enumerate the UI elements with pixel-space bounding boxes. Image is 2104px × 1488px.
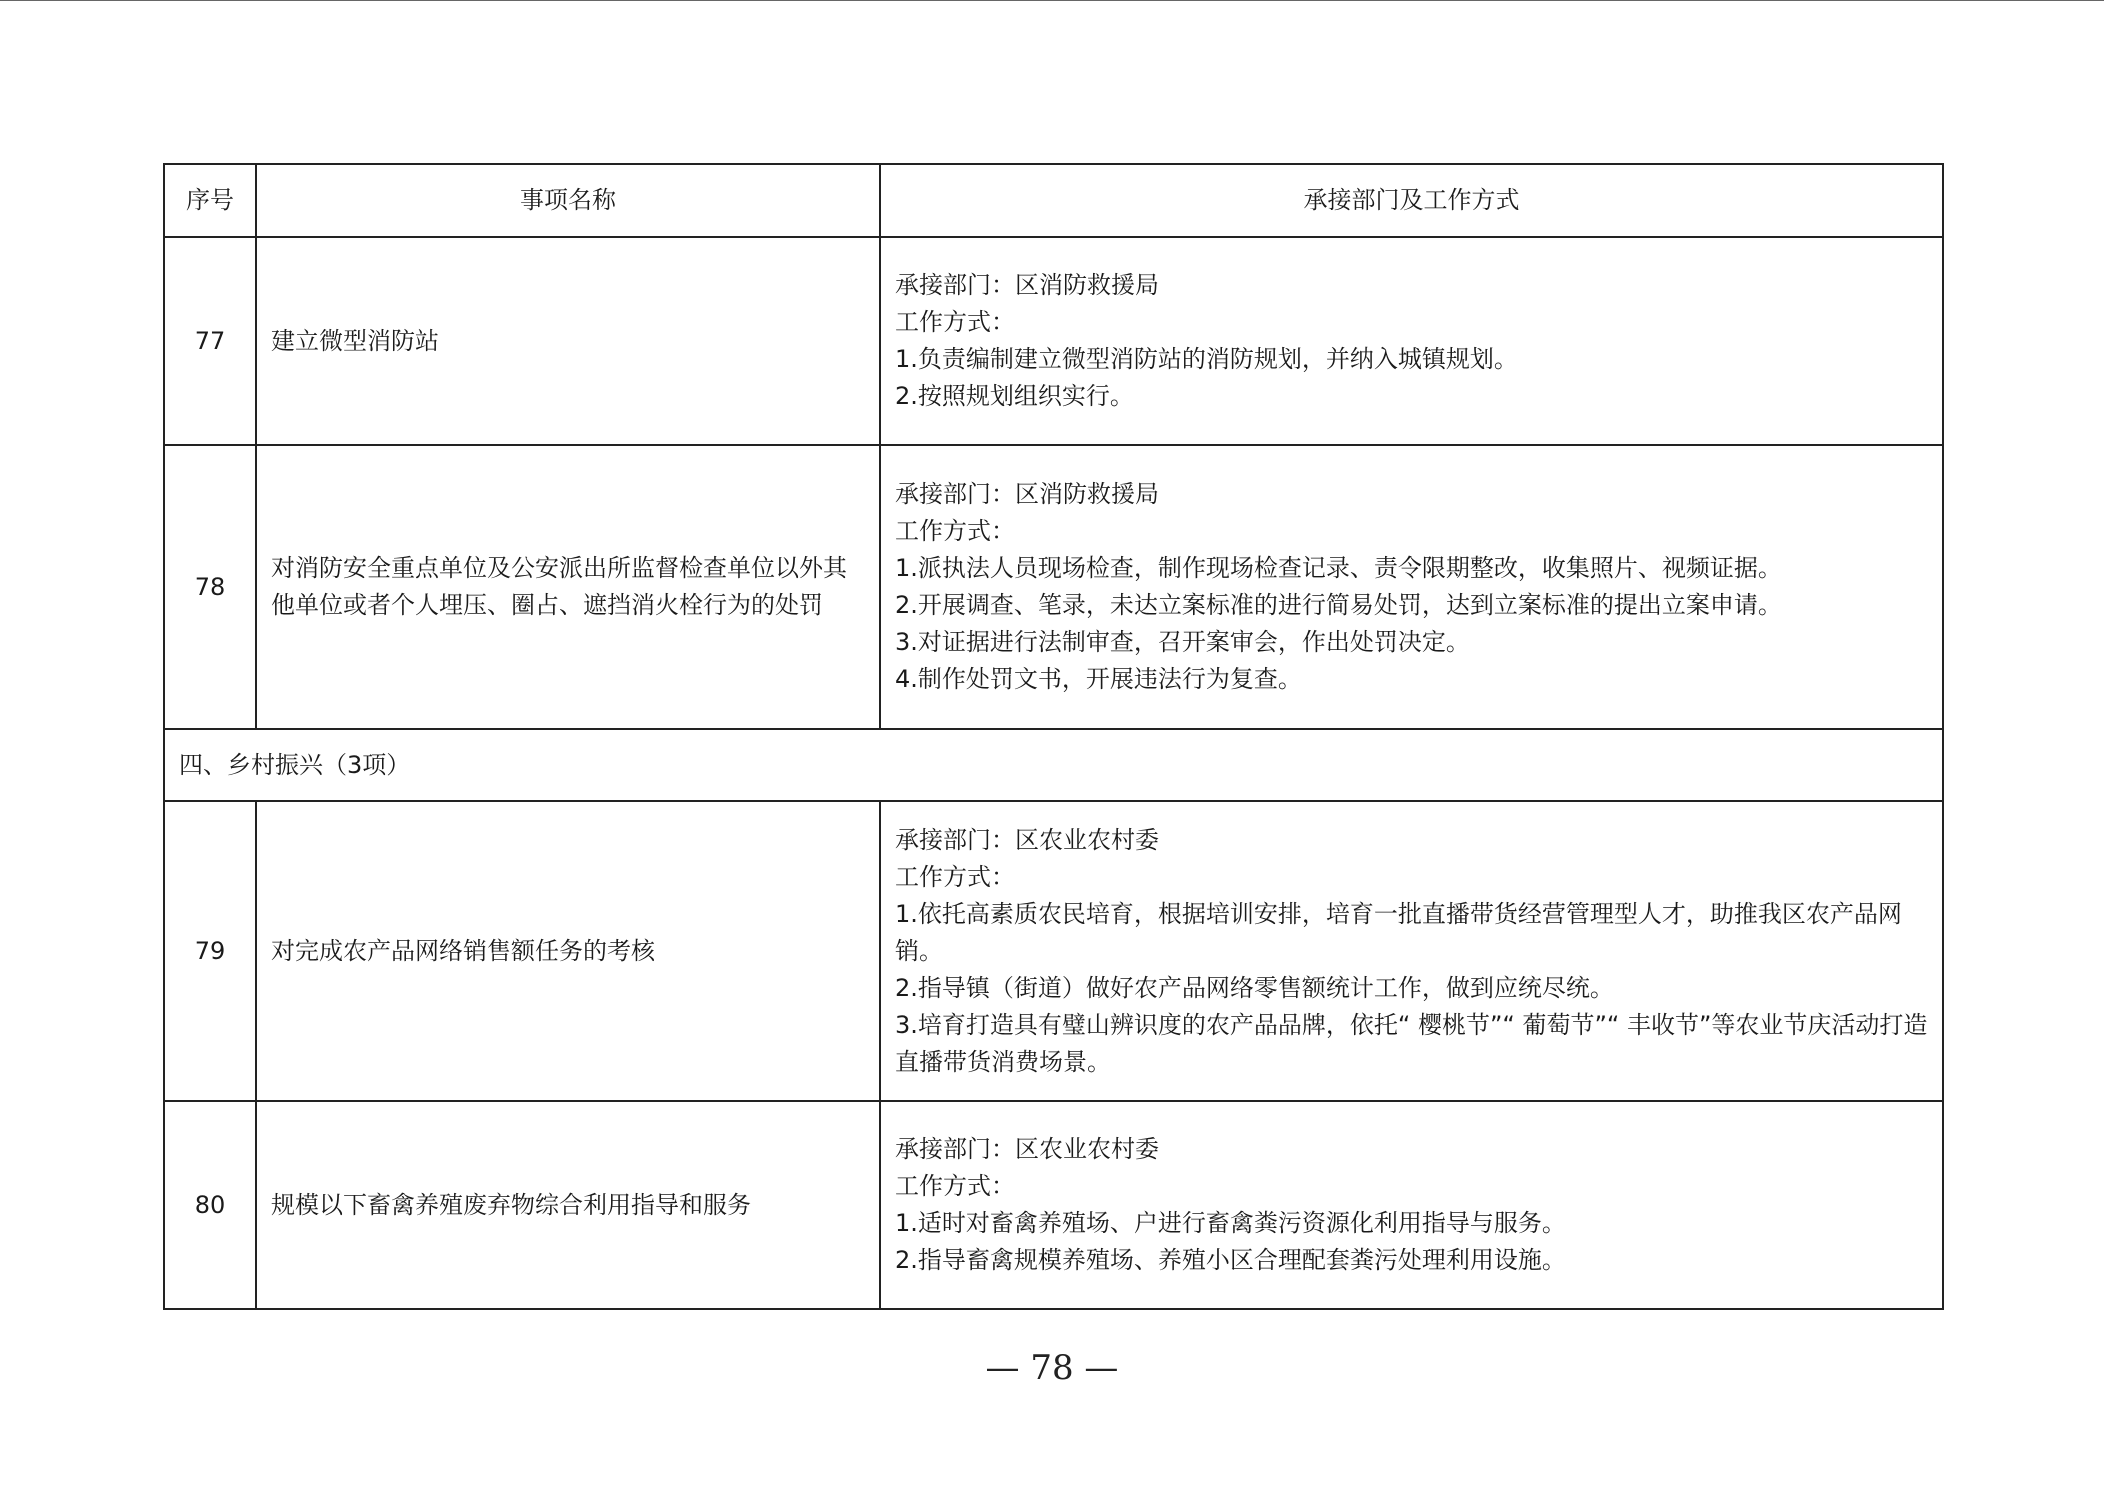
- row-dept: [880, 237, 1943, 445]
- row-name: 建立微型消防站: [256, 237, 880, 445]
- dept-line: 工作方式：: [895, 308, 1015, 336]
- table-row: [164, 445, 1943, 729]
- row-name: 对完成农产品网络销售额任务的考核: [256, 801, 880, 1101]
- dept-line: 2.指导镇（街道）做好农产品网络零售额统计工作，做到应统尽统。: [895, 973, 1614, 1002]
- dept-line: 承接部门：区农业农村委: [895, 1135, 1159, 1163]
- page-number: — 78 —: [985, 1348, 1119, 1388]
- row-seq: 80: [164, 1101, 256, 1309]
- dept-line: 3.培育打造具有璧山辨识度的农产品品牌，依托“ 樱桃节”“ 葡萄节”“ 丰收节”等农业节庆活动打造直播带货消费场景。: [895, 1010, 1928, 1076]
- table-row: [164, 237, 1943, 445]
- row-seq: 78: [164, 445, 256, 729]
- row-dept: [880, 1101, 1943, 1309]
- dept-line: 工作方式：: [895, 1172, 1015, 1200]
- items-table: [163, 163, 1944, 1310]
- dept-line: 4.制作处罚文书，开展违法行为复查。: [895, 665, 1302, 693]
- dept-line: 2.开展调查、笔录，未达立案标准的进行简易处罚，达到立案标准的提出立案申请。: [895, 591, 1782, 619]
- row-seq: 77: [164, 237, 256, 445]
- header-name: 事项名称: [256, 164, 880, 237]
- table-header-row: [164, 164, 1943, 237]
- table-row: [164, 801, 1943, 1101]
- dept-line: 承接部门：区消防救援局: [895, 271, 1159, 299]
- dept-line: 3.对证据进行法制审查，召开案审会，作出处罚决定。: [895, 628, 1470, 656]
- header-dept: 承接部门及工作方式: [880, 164, 1943, 237]
- page-top-rule: [0, 0, 2104, 1]
- dept-line: 1.派执法人员现场检查，制作现场检查记录、责令限期整改，收集照片、视频证据。: [895, 554, 1782, 582]
- dept-line: 1.负责编制建立微型消防站的消防规划，并纳入城镇规划。: [895, 345, 1518, 373]
- dept-line: 2.按照规划组织实行。: [895, 382, 1134, 410]
- dept-line: 1.适时对畜禽养殖场、户进行畜禽粪污资源化利用指导与服务。: [895, 1209, 1566, 1237]
- dept-line: 承接部门：区消防救援局: [895, 480, 1159, 508]
- section-row: [164, 729, 1943, 801]
- section-title: 四、乡村振兴（3项）: [164, 729, 1943, 801]
- row-seq: 79: [164, 801, 256, 1101]
- row-name: 对消防安全重点单位及公安派出所监督检查单位以外其他单位或者个人埋压、圈占、遮挡消火栓行为的处罚: [256, 445, 880, 729]
- dept-line: 承接部门：区农业农村委: [895, 825, 1159, 854]
- dept-line: 2.指导畜禽规模养殖场、养殖小区合理配套粪污处理利用设施。: [895, 1246, 1566, 1274]
- header-seq: 序号: [164, 164, 256, 237]
- row-name: 规模以下畜禽养殖废弃物综合利用指导和服务: [256, 1101, 880, 1309]
- dept-line: 工作方式：: [895, 862, 1015, 891]
- dept-line: 工作方式：: [895, 517, 1015, 545]
- table-row: [164, 1101, 1943, 1309]
- dept-line: 1.依托高素质农民培育，根据培训安排，培育一批直播带货经营管理型人才，助推我区农产品网销。: [895, 899, 1902, 965]
- row-dept: [880, 445, 1943, 729]
- row-dept: [880, 801, 1943, 1101]
